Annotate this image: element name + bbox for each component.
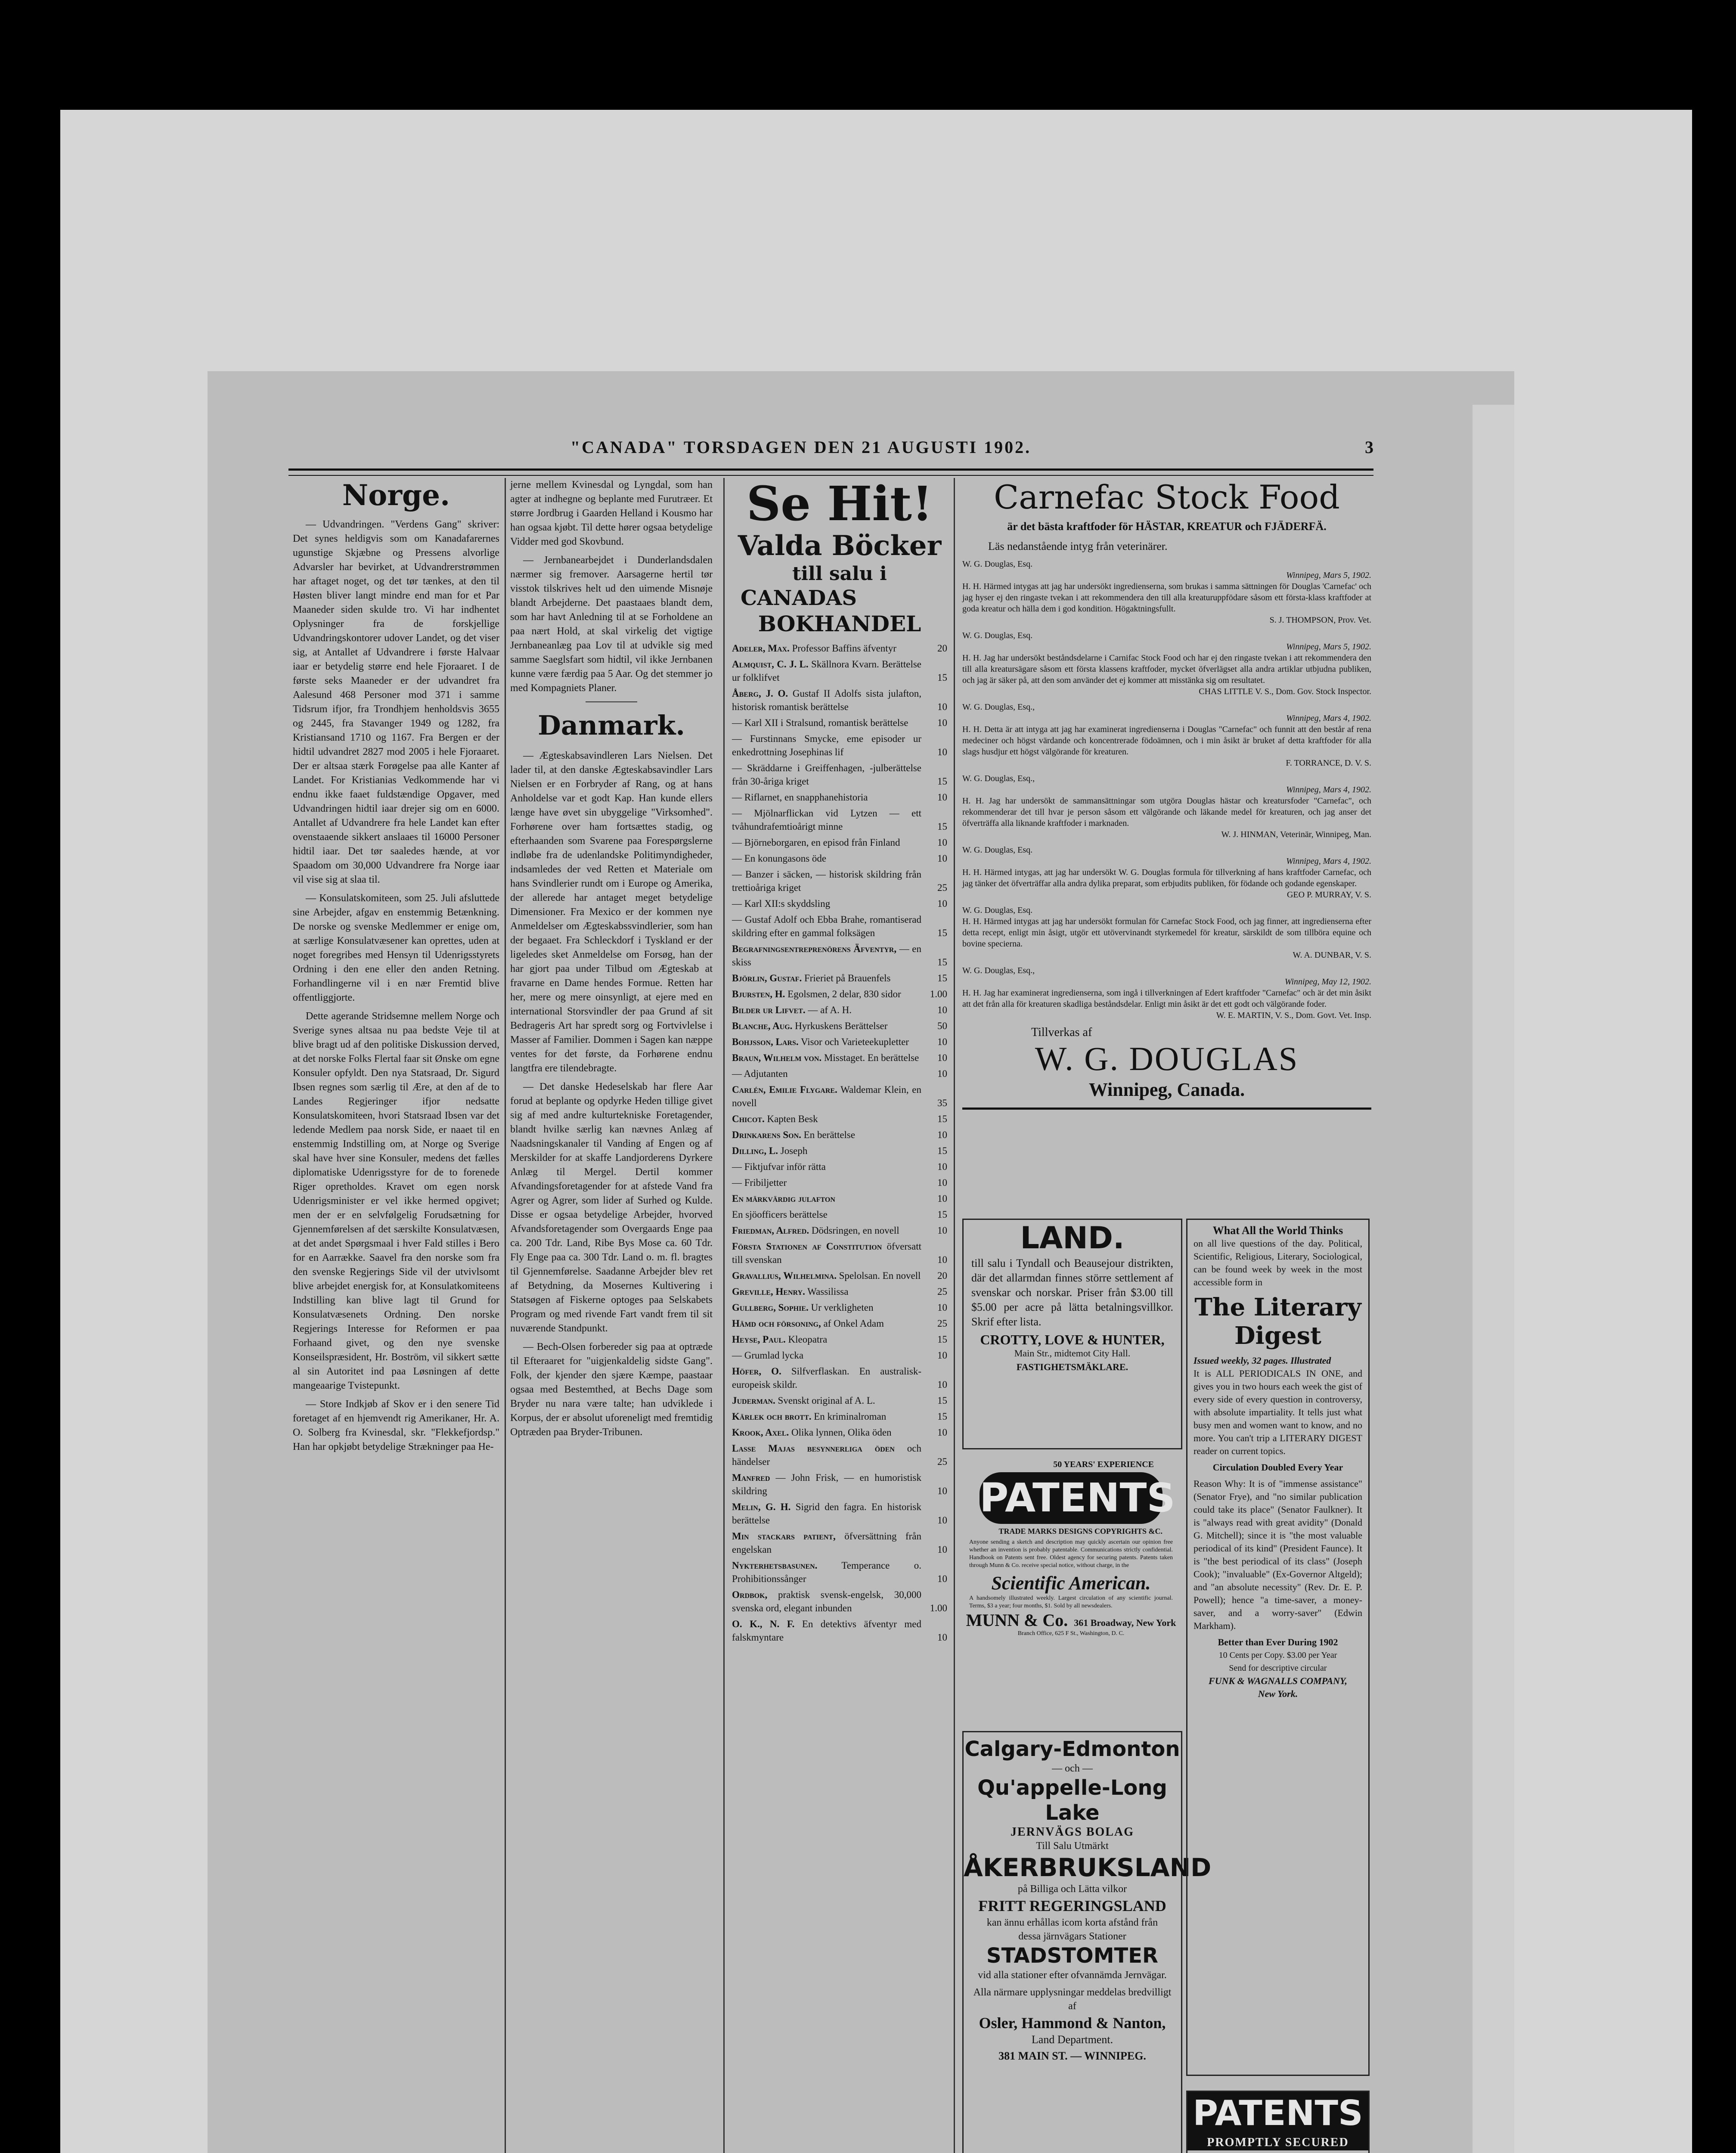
- rail-line8: FRITT REGERINGSLAND: [978, 1897, 1166, 1914]
- book-title: — Furstinnans Smycke, eme episoder ur enkedrottning Josephinas lif: [732, 733, 921, 757]
- testimonial-place: Winnipeg, Mars 4, 1902.: [1286, 785, 1371, 794]
- article-paragraph: jerne mellem Kvinesdal og Lyngdal, som han agter at indhegne og beplante med Furutræer. Et større Jordbrug i Gaarden Helland i Kousmo har han ogsaa kjøbt. Til dette hører ogsaa betydelige Vidder med god Skovbund.: [510, 479, 713, 547]
- book-entry: [732, 1112, 947, 1126]
- book-author: Björlin, Gustaf.: [732, 973, 802, 983]
- book-title: Dödsringen, en novell: [811, 1225, 899, 1236]
- testimonial-addressee: W. G. Douglas, Esq.: [962, 906, 1033, 915]
- testimonial-signature: GEO P. MURRAY, V. S.: [1286, 890, 1371, 900]
- book-author: En märkvärdig julafton: [732, 1193, 835, 1204]
- book-title: — af A. H.: [808, 1005, 852, 1015]
- book-price: 15: [937, 1411, 947, 1422]
- land-ad: [962, 1219, 1182, 1449]
- book-price: 25: [937, 1456, 947, 1467]
- article-paragraph: — Udvandringen. "Verdens Gang" skriver: Det synes heldigvis som om Kanadafarernes ugunstige Skjæbne og Pressens alvorlige Advarsler har bevirket, at Udvandrerstrømmen har aftaget noget, og det tør tænkes, at den til Høsten bliver langt mindre end man for et Par Maaneder siden skulde tro. Vi har indhentet Oplysninger fra de forskjellige Udvandringskontorer udover Landet, og det viser sig, at Antallet af Udvandrere i første Halvaar iaar er betydelig større end hele Fjoraaret. I de første seks Maaneder er der udvandret fra Aalesund 468 Personer mod 371 i samme Tidsrum ifjor, fra Trondhjem henholdsvis 3655 og 2445, fra Stavanger 1949 og 1282, fra Kristiansand 1710 og 1167. Fra Bergen er der hidtil udvandret 2827 mod 2005 i hele Fjoraaret. Der er altsaa stærk Forøgelse paa alle Kanter af Landet. For Kristianias Vedkommende har vi endnu ikke faaet fuldstændige Opgaver, med Udvandringen hidtil iaar drejer sig om en 6000. Antallet af Udvandrere fra hele Landet kan efter ovenstaaende sikkert anslaaes til 16000 Personer hidtil iaar. Det tør saaledes hænde, at vor Spaadom om 30,000 Udvandrere fra Norge iaar vil vise sig at slaa til.: [293, 519, 499, 885]
- book-title: — Fiktjufvar inför rätta: [732, 1161, 826, 1172]
- rail-line13: Osler, Hammond & Nanton,: [979, 2014, 1166, 2032]
- book-author: Bohjsson, Lars.: [732, 1036, 799, 1047]
- book-price: 10: [937, 1005, 947, 1015]
- book-entry: [732, 987, 947, 1001]
- book-author: Höfer, O.: [732, 1366, 781, 1377]
- book-entry: [732, 1192, 947, 1205]
- book-price: 20: [937, 643, 947, 654]
- book-entry: [732, 1559, 947, 1585]
- testimonial-body: H. H. Härmed intygas att jag har undersökt formulan för Carnefac Stock Food, och jag finner, att ingredienserna efter detta recept, enligt min åsigt, utgör ett utövervinandt styrkemedel för kreatur, särskildt de som tillböra equine och bovine specierna.: [962, 917, 1371, 949]
- book-title: Hyrkuskens Berättelser: [795, 1021, 888, 1031]
- section-divider: [586, 701, 637, 702]
- book-entry: [732, 716, 947, 729]
- heading-bokhandel: BOKHANDEL: [758, 611, 921, 636]
- book-title: af Onkel Adam: [823, 1318, 884, 1329]
- ad-title: Carnefac Stock Food: [994, 478, 1340, 516]
- book-title: En berättelse: [803, 1129, 856, 1140]
- article-paragraph: — Bech-Olsen forbereder sig paa at optræde til Efteraaret for "uigjenkaldelig sidste Gang". Folk, der kjender den sjære Kæmpe, paastaar ogsaa med Bestemthed, at Bechs Dage som Bryder nu nara være talte; han udviklede i Korpus, der er absolut uforeneligt med fremtidig Optræden paa Bryder-Tribunen.: [510, 1341, 713, 1438]
- heading-se-hit: Se Hit!: [746, 476, 933, 531]
- masthead: "CANADA" TORSDAGEN DEN 21 AUGUSTI 1902.: [570, 437, 1032, 457]
- patents2-subtitle: PROMPTLY SECURED: [1187, 2135, 1368, 2150]
- book-price: 10: [937, 1486, 947, 1496]
- digest-intro: on all live questions of the day. Political, Scientific, Religious, Literary, Sociological, can be found week by week in the most accessible form in: [1194, 1238, 1362, 1287]
- book-title: Silfverflaskan. En australisk-europeisk skildr.: [732, 1366, 922, 1390]
- digest-publisher: FUNK & WAGNALLS COMPANY,: [1209, 1675, 1347, 1686]
- digest-reason: Reason Why: It is of "immense assistance" (Senator Frye), and "no similar publication could take its place" (Senator Faulkner). It is "always read with great avidity" (Donald G. Mitchell); since it is "the most valuable periodical of its kind" (President Faunce). It is "the best periodical of its class" (Joseph Cook); "invaluable" (Ex-Governor Altgeld); and "an absolute necessity" (Rev. Dr. E. P. Powell); hence "a time-saver, a money-saver, and a worry-saver" (Edwin Markham).: [1194, 1478, 1362, 1631]
- book-title: Spelolsan. En novell: [839, 1270, 921, 1281]
- book-title: Skällnora Kvarn. Berättelse ur folklifvet: [732, 659, 921, 683]
- book-author: Nykterhetsbasunen.: [732, 1560, 818, 1571]
- book-entry: [732, 1426, 947, 1439]
- article-paragraph: — Ægteskabsavindleren Lars Nielsen. Det lader til, at den danske Ægteskabsavindler Lars Nielsen er en Forbryder af Rang, og at hans Anholdelse var et godt Kap. Han kunde ellers længe have øvet sin ubyggelige "Virksomhed". Forhørene over ham fortsættes stadig, og efterhaanden som Svarene paa Forespørgslerne indløbe fra de udenlandske Politimyndigheder, indsamledes der ved Retten et Materiale om hans Svindlerier rundt om i Europe og Amerika, der allerede har antaget meget betydelige Dimensioner. Fra Mexico er der kommen nye Anmeldelser om Ægteskabssvindlerier, som han der begaaet. Fra Schleckdorf i Tyskland er der ligeledes sket Anmeldelse om Forsøg, han der har gjort paa under Tilbud om Ægteskab at fravarne en Dame hendes Formue. Retten har her, mere og mere oinsynligt, at ejere med en international Storsvindler der paa Grund af sit Bedrageris Art har spredt sorg og Fortvivlelse i Masser af Familier. Dommen i Sagen kan næppe ventes for det første, da Forhørene endnu langtfra ere tilendebragte.: [510, 750, 713, 1074]
- book-price: 10: [937, 1161, 947, 1172]
- testimonial-place: Winnipeg, Mars 5, 1902.: [1286, 642, 1371, 651]
- book-price: 10: [937, 747, 947, 757]
- land-address: Main Str., midtemot City Hall.: [1014, 1348, 1131, 1359]
- section-heading-danmark: Danmark.: [538, 710, 685, 741]
- column-danmark: [510, 478, 713, 2153]
- book-title: Waldemar Klein, en novell: [732, 1084, 921, 1108]
- testimonial-signature: CHAS LITTLE V. S., Dom. Gov. Stock Inspector.: [1199, 687, 1371, 696]
- book-entry: [732, 1269, 947, 1282]
- rail-line3: Qu'appelle-Long Lake: [977, 1776, 1167, 1825]
- book-entry: [732, 642, 947, 655]
- article-paragraph: — Konsulatskomiteen, som 25. Juli afsluttede sine Arbejder, afgav en enstemmig Betænkning. De norske og svenske Medlemmer er enige om, at særlige Konsulatvæsener kan oprettes, uden at noget foregribes med Hensyn til Udenrigsstyrets Ordning i den ene eller den anden Retning. Forhandlingerne vil i en nær Fremtid blive offentliggjorte.: [293, 893, 499, 1003]
- ad-intro: Läs nedanstående intyg från veterinärer.: [988, 540, 1168, 552]
- book-price: 10: [937, 1515, 947, 1526]
- book-title: Egolsmen, 2 delar, 830 sidor: [787, 989, 901, 999]
- book-author: Första Stationen af Constitution: [732, 1241, 882, 1252]
- book-author: Hämd och försoning,: [732, 1318, 821, 1329]
- land-title: LAND.: [1020, 1220, 1125, 1256]
- book-entry: [732, 1529, 947, 1556]
- testimonial-body: H. H. Jag har undersökt de sammansättningar som utgöra Douglas hästar och kreatursfoder "Carnefac", och rekommenderar det till hvar je person såsom ett välgörande och läkande medel för kreaturen, och jag anser det öfverträffa alla liknande kraftfoder i marknaden.: [962, 796, 1371, 828]
- article-paragraph: — Jernbanearbejdet i Dunderlandsdalen nærmer sig fremover. Aarsagerne hertil tør visstok tilskrives helt ud den uimende Misnøje blandt Arbejderne. Det paastaaes blandt dem, som har havt Anledning til at se Forholdene an paa nært Hold, at skal virkelig det vigtige Jernbaneanlæg paa Lov til at udvikle sig med samme Saeglsfart som hidtil, vil ikke Jernbanen kunne være færdig paa 5 Aar. Og det stemmer jo med Kompagniets Planer.: [510, 555, 713, 694]
- book-entry: [732, 1365, 947, 1391]
- column-norge: [293, 478, 499, 2140]
- column-divider: [954, 478, 955, 2153]
- book-title: Ur verkligheten: [811, 1302, 874, 1313]
- heading-till-salu: till salu i: [792, 563, 887, 585]
- digest-head: What All the World Thinks: [1212, 1224, 1343, 1237]
- book-price: 10: [937, 1573, 947, 1584]
- rail-line12: Alla närmare upplysningar meddelas bredvilligt af: [973, 1987, 1172, 2012]
- book-entry: [732, 1208, 947, 1221]
- book-title: — Gustaf Adolf och Ebba Brahe, romantiserad skildring efter en gammal folksägen: [732, 914, 921, 938]
- book-title: — John Frisk, — en humoristisk skildring: [732, 1472, 922, 1496]
- book-author: Almquist, C. J. L.: [732, 659, 809, 670]
- book-author: Melin, G. H.: [732, 1502, 791, 1512]
- book-title: — Björneborgaren, en episod från Finland: [732, 837, 900, 848]
- company-name: W. G. DOUGLAS: [1035, 1040, 1299, 1077]
- book-title: Sigrid den fagra. En historisk berättelse: [732, 1502, 921, 1526]
- testimonial: [962, 844, 1371, 900]
- journal-name: Scientific American.: [991, 1573, 1151, 1594]
- section-heading-norge: Norge.: [342, 478, 450, 512]
- book-author: Krook, Axel.: [732, 1427, 789, 1438]
- testimonial-body: H. H. Härmed intygas, att jag har undersökt W. G. Douglas formula för tillverkning af hans kraftfoder Carnefac, och jag tänker det öfverträffar alla andra dylika preparat, som erbjudits publiken, för födande och godande egenskaper.: [962, 868, 1371, 888]
- rail-line5: Till Salu Utmärkt: [1036, 1840, 1109, 1852]
- book-price: 15: [937, 928, 947, 938]
- book-price: 15: [937, 821, 947, 832]
- book-author: Friedman, Alfred.: [732, 1225, 809, 1236]
- book-price: 25: [937, 1318, 947, 1329]
- book-entry: [732, 1317, 947, 1330]
- book-author: Lasse Majas besynnerliga öden: [732, 1443, 895, 1454]
- book-author: Bilder ur Lifvet.: [732, 1005, 806, 1015]
- book-title: — Skräddarne i Greiffenhagen, -julberättelse från 30-åriga kriget: [732, 763, 921, 787]
- testimonial-signature: W. E. MARTIN, V. S., Dom. Govt. Vet. Insp.: [1216, 1011, 1371, 1020]
- book-title: Gustaf II Adolfs sista julafton, historisk romantisk berättelse: [732, 688, 921, 712]
- heading-canadas: CANADAS: [741, 586, 857, 610]
- book-author: Adeler, Max.: [732, 643, 790, 654]
- testimonial-body: H. H. Jag har undersökt beståndsdelarne i Carnifac Stock Food och har ej den ringaste tvekan i att rekommendera den till alla kreatursägare såsom ett första klassens kraftfoder, mycket öfverlägset alla andra artiklar utbjudna publiken, och jag är säker på, att den som använder det ej kommer att misstänka sig om resultatet.: [962, 653, 1371, 685]
- book-entry: [732, 791, 947, 804]
- article-paragraph: — Store Indkjøb af Skov er i den senere Tid foretaget af en hjemvendt rig Amerikaner, Hr. A. O. Solberg fra Kvinesdal, skr. "Flekkefjordsp." Han har opkjøbt betydelige Strækninger paa He-: [293, 1399, 499, 1452]
- rail-line6: ÅKERBRUKSLAND: [964, 1853, 1212, 1882]
- book-author: Kärlek och brott.: [732, 1411, 812, 1422]
- book-price: 1.00: [930, 1603, 947, 1613]
- book-author: Dilling, L.: [732, 1145, 778, 1156]
- patents-banner: PATENTS: [980, 1472, 1162, 1524]
- book-author: Min stackars patient,: [732, 1531, 836, 1542]
- book-entry: [732, 1144, 947, 1157]
- book-entry: [732, 1128, 947, 1142]
- book-price: 15: [937, 1334, 947, 1345]
- book-entry: [732, 1224, 947, 1237]
- book-entry: [732, 761, 947, 788]
- book-author: O. K., N. F.: [732, 1619, 795, 1629]
- book-entry: [732, 807, 947, 833]
- book-price: 15: [937, 957, 947, 968]
- book-title: En kriminalroman: [814, 1411, 887, 1422]
- testimonial-place: Winnipeg, Mars 4, 1902.: [1286, 856, 1371, 866]
- experience-label: 50 YEARS' EXPERIENCE: [1053, 1460, 1154, 1469]
- book-entry: [732, 658, 947, 684]
- header-rule: [288, 468, 1373, 476]
- book-author: Bjursten, H.: [732, 989, 785, 999]
- book-title: — Grumlad lycka: [732, 1350, 804, 1361]
- book-title: öfversättning från engelskan: [732, 1531, 922, 1555]
- book-price: 10: [937, 1427, 947, 1438]
- land-firm: CROTTY, LOVE & HUNTER,: [980, 1332, 1165, 1347]
- testimonial: [962, 773, 1371, 840]
- digest-circular: Send for descriptive circular: [1229, 1663, 1327, 1673]
- book-title: — Fribiljetter: [732, 1177, 787, 1188]
- rail-line9: kan ännu erhållas icom korta afstånd från dessa järnvägars Stationer: [986, 1917, 1158, 1942]
- book-entry: [732, 1500, 947, 1527]
- book-title: Temperance o. Prohibitionssånger: [732, 1560, 921, 1584]
- book-entry: [732, 942, 947, 969]
- testimonial-signature: W. A. DUNBAR, V. S.: [1293, 950, 1371, 960]
- book-price: 20: [937, 1270, 947, 1281]
- book-title: En detektivs äfventyr med falskmyntare: [732, 1619, 922, 1643]
- book-title: Joseph: [780, 1145, 808, 1156]
- book-entry: [732, 1333, 947, 1346]
- book-author: Carlén, Emilie Flygare.: [732, 1084, 837, 1095]
- book-entry: [732, 1588, 947, 1615]
- book-entry: [732, 1410, 947, 1423]
- testimonial: [962, 965, 1371, 1021]
- page-number: 3: [1365, 437, 1373, 457]
- rail-line11: vid alla stationer efter ofvannämda Jernvägar.: [978, 1970, 1167, 1981]
- book-price: 35: [937, 1098, 947, 1108]
- book-title: — Banzer i säcken, — historisk skildring från trettioåriga kriget: [732, 869, 921, 893]
- book-entry: [732, 732, 947, 759]
- book-entry: [732, 1442, 947, 1468]
- book-price: 15: [937, 672, 947, 683]
- book-entry: [732, 687, 947, 714]
- book-entry: [732, 1035, 947, 1049]
- digest-title: The Literary Digest: [1194, 1293, 1361, 1350]
- book-entry: [732, 1285, 947, 1298]
- made-by-label: Tillverkas af: [1031, 1026, 1092, 1039]
- testimonial: [962, 558, 1371, 626]
- book-title: Frieriet på Brauenfels: [804, 973, 891, 983]
- ad-subtitle: är det bästa kraftfoder för HÄSTAR, KREATUR och FJÄDERFÄ.: [1007, 520, 1327, 533]
- book-entry: [732, 852, 947, 865]
- land-role: FASTIGHETSMÄKLARE.: [1016, 1362, 1128, 1372]
- book-entry: [732, 1471, 947, 1498]
- book-price: 10: [937, 1254, 947, 1265]
- book-price: 10: [937, 837, 947, 848]
- rail-line1: Calgary-Edmonton: [964, 1737, 1180, 1761]
- book-entry: [732, 1019, 947, 1033]
- testimonial-addressee: W. G. Douglas, Esq.: [962, 559, 1033, 569]
- book-price: 10: [937, 1193, 947, 1204]
- branch-office: Branch Office, 625 F St., Washington, D. C.: [1017, 1630, 1125, 1637]
- rail-line14: Land Department.: [1031, 2033, 1113, 2046]
- digest-circulation: Circulation Doubled Every Year: [1212, 1462, 1343, 1473]
- book-entry: [732, 1003, 947, 1017]
- heading-valda-bocker: Valda Böcker: [738, 530, 942, 562]
- book-title: En sjöofficers berättelse: [732, 1209, 828, 1220]
- land-body: till salu i Tyndall och Beausejour distrikten, där det allarmdan finnes större settlement af svenskar och norskar. Priser från $3.00 till $5.00 per acre på lätta betalningsvillkor. Skrif efter lista.: [971, 1257, 1173, 1328]
- digest-price: 10 Cents per Copy. $3.00 per Year: [1218, 1650, 1337, 1660]
- book-price: 10: [937, 1177, 947, 1188]
- scientific-american-patents-ad: [962, 1460, 1180, 1718]
- testimonial-body: H. H. Jag har examinerat ingredienserna, som ingå i tillverkningen af Edert kraftfoder "Carnefac" och är det min åsikt att det från alla för kreaturen skadliga beståndsdelar. Enligt min åsikt är det ett godt och välgörande foder.: [962, 988, 1371, 1009]
- book-entry: [732, 1176, 947, 1189]
- column-divider: [505, 478, 506, 2153]
- article-paragraph: — Det danske Hedeselskab har flere Aar forud at beplante og opdyrke Heden tillige givet sig af med andre kulturtekniske Foretagender, blandt hvilke særlig kan nævnes Anlæg af Naadsningskanaler til Vanding af Engen og af Merskilder for at skaffe Landjorderens Dyrkere Anlæg til Mergel. Dertil kommer Afvandingsforetagender for at afstede Vand fra Agrer og Agrer, som lider af Surhed og Kulde. Disse er ogsaa betydelige Arbejder, hvorved Afvandsforetagender som Overgaards Enge paa ca. 200 Tdr. Land, Ribe Bys Mose ca. 60 Tdr. Fly Enge paa ca. 300 Tdr. Land o. m. fl. bragtes til Gjennemførelse. Saadanne Arbejder blev ret af Betydning, da Mosernes Kultivering i Statsøgen af Fiskerne optoges paa Selskabets Program og med rivende Fart vandt frem til sit nuværende Standpunkt.: [510, 1081, 713, 1334]
- book-author: Chicot.: [732, 1114, 765, 1124]
- digest-better: Better than Ever During 1902: [1218, 1637, 1338, 1647]
- patents2-title: PATENTS: [1187, 2092, 1368, 2135]
- book-entry: [732, 836, 947, 849]
- book-author: Manfred: [732, 1472, 770, 1483]
- book-title: Kleopatra: [788, 1334, 828, 1345]
- literary-digest-ad: [1186, 1219, 1370, 2076]
- book-title: — Mjölnarflickan vid Lytzen — ett tvåhundrafemtioårigt minne: [732, 808, 921, 832]
- book-title: — Karl XII i Stralsund, romantisk berättelse: [732, 717, 908, 728]
- trademark-label: TRADE MARKS DESIGNS COPYRIGHTS &C.: [998, 1527, 1162, 1536]
- book-price: 10: [937, 1379, 947, 1390]
- testimonial-addressee: W. G. Douglas, Esq.,: [962, 702, 1035, 712]
- book-price: 10: [937, 1036, 947, 1047]
- testimonial-place: Winnipeg, May 12, 1902.: [1284, 977, 1371, 987]
- book-price: 10: [937, 1350, 947, 1361]
- book-price: 15: [937, 973, 947, 983]
- testimonial-list: [962, 558, 1371, 1021]
- book-title: Svenskt original af A. L.: [778, 1395, 875, 1406]
- book-author: Begrafningsentreprenörens Äfventyr,: [732, 943, 897, 954]
- testimonial-body: H. H. Detta är att intyga att jag har examinerat ingredienserna i Douglas "Carnefac" och funnit att den består af rena medeciner och högst värdande och koncentrerade födoämnen, och i min åsikt är bruket af detta kraftfoder för alla slags husdjur ett högst välgörande för kreaturen.: [962, 725, 1371, 757]
- book-entry: [732, 1083, 947, 1110]
- book-author: Ordbok,: [732, 1589, 768, 1600]
- page-edge-right: [1472, 405, 1514, 2153]
- book-price: 15: [937, 1114, 947, 1124]
- column-carnefac-ad: [962, 478, 1371, 1184]
- book-price: 1.00: [930, 989, 947, 999]
- book-title: — Karl XII:s skyddsling: [732, 898, 831, 909]
- book-entry: [732, 1301, 947, 1314]
- book-author: Gravallius, Wilhelmina.: [732, 1270, 837, 1281]
- book-price: 10: [937, 1052, 947, 1063]
- digest-body: It is ALL PERIODICALS IN ONE, and gives you in two hours each week the gist of every side of every question in controversy, with absolute impartiality. It tells just what busy men and women want to know, and no more. You can't trip a LITERARY DIGEST reader on current topics.: [1194, 1368, 1362, 1456]
- book-price: 25: [937, 1286, 947, 1297]
- book-list: [732, 642, 947, 1644]
- testimonial: [962, 630, 1371, 697]
- rail-line2: — och —: [1052, 1763, 1093, 1774]
- testimonial-place: Winnipeg, Mars 4, 1902.: [1286, 714, 1371, 723]
- testimonial-signature: S. J. THOMPSON, Prov. Vet.: [1269, 615, 1371, 625]
- testimonial: [962, 905, 1371, 961]
- rail-line4: JERNVÄGS BOLAG: [1010, 1825, 1135, 1839]
- book-price: 10: [937, 1129, 947, 1140]
- testimonial-addressee: W. G. Douglas, Esq.: [962, 631, 1033, 640]
- book-entry: [732, 1349, 947, 1362]
- rail-line10: STADSTOMTER: [986, 1944, 1158, 1968]
- book-entry: [732, 1240, 947, 1266]
- book-price: 15: [937, 1145, 947, 1156]
- book-entry: [732, 971, 947, 985]
- rail-line15: 381 MAIN ST. — WINNIPEG.: [998, 2050, 1146, 2062]
- book-title: Kapten Besk: [767, 1114, 818, 1124]
- book-price: 10: [937, 1068, 947, 1079]
- book-entry: [732, 913, 947, 940]
- railway-land-ad: [962, 1731, 1212, 2153]
- book-price: 10: [937, 1302, 947, 1313]
- book-title: — en skiss: [732, 943, 921, 968]
- rail-line7: på Billiga och Lätta vilkor: [1017, 1883, 1127, 1895]
- column-bookstore: [732, 478, 947, 2153]
- munn-line: [962, 1610, 1180, 1630]
- column-divider: [723, 478, 725, 2153]
- digest-issued: Issued weekly, 32 pages. Illustrated: [1194, 1355, 1331, 1366]
- book-author: Gullberg, Sophie.: [732, 1302, 809, 1313]
- book-price: 10: [937, 898, 947, 909]
- ad-bottom-rule: [962, 1108, 1371, 1110]
- testimonial-signature: W. J. HINMAN, Veterinär, Winnipeg, Man.: [1221, 830, 1371, 839]
- book-price: 10: [937, 1225, 947, 1236]
- article-paragraph: Dette agerande Stridsemne mellem Norge och Sverige synes altsaa nu paa bedste Veje til at blive bragt ud af den politiske Diskussion derved, at det norske Folks Flertal faar sit Ønske om egne Konsuler opfyldt. Den nya Statsraad, Dr. Sigurd Ibsen regnes som særlig til Ære, at den af de to Landes Regjeringer ifjor nedsatte Konsulatskomiteen, hvori Statsraad Ibsen var det ledende Medlem paa norsk Side, er naaet til en enstemmig Indstilling om, at Norge og Sverige skal have hver sine Konsuler, medens det fælles diplomatiske Udenrigsstyre for de to forenede Riger opretholdes. Kravet om egen norsk Udenrigsminister er vel ikke hermed opgivet; men der er en selvfølgelig Forudsætning for Gjennemførelsen af det særskilte Konsulatvæsen, at det andet Spørgsmaal i hver Fald stilles i Bero for en Aarrække. Saavel fra den norske som fra den svenske Regjerings Side vil der utvivlsomt blive arbejdet energisk for, at Konsulatkomiteens Indstilling kan blive lagt til Grund for Konsulatvæsenets Ordning. Den norske Regjerings Interesse for Reformen er paa Forhaand givet, og den nye svenske Konseilspræsident, Hr. Boström, vil sikkert sætte al sin Autoritet ind paa Løsningen af dette mangeaarige Tvistepunkt.: [293, 1011, 499, 1391]
- book-price: 15: [937, 1209, 947, 1220]
- testimonial: [962, 701, 1371, 769]
- company-city: Winnipeg, Canada.: [1088, 1079, 1245, 1100]
- book-author: Braun, Wilhelm von.: [732, 1052, 822, 1063]
- journal-body: A handsomely illustrated weekly. Largest circulation of any scientific journal. Terms, $3 a year; four months, $1. Sold by all newsdealers.: [969, 1595, 1173, 1609]
- book-entry: [732, 1067, 947, 1080]
- book-title: Visor och Varieteekupletter: [800, 1036, 909, 1047]
- book-price: 50: [937, 1021, 947, 1031]
- book-title: Professor Baffins äfventyr: [792, 643, 896, 654]
- book-title: — Riflarnet, en snapphanehistoria: [732, 792, 868, 803]
- book-author: Åberg, J. O.: [732, 688, 788, 699]
- testimonial-addressee: W. G. Douglas, Esq.: [962, 845, 1033, 855]
- book-price: 25: [937, 882, 947, 893]
- book-price: 10: [937, 853, 947, 864]
- book-title: Wassilissa: [807, 1286, 849, 1297]
- book-title: — En konungasons öde: [732, 853, 827, 864]
- firm-name: MUNN & Co.: [966, 1610, 1068, 1630]
- book-price: 15: [937, 776, 947, 787]
- book-title: Olika lynnen, Olika öden: [791, 1427, 892, 1438]
- book-title: — Adjutanten: [732, 1068, 788, 1079]
- testimonial-addressee: W. G. Douglas, Esq.,: [962, 966, 1035, 975]
- book-price: 10: [937, 1632, 947, 1643]
- digest-pub-city: New York.: [1258, 1688, 1298, 1699]
- firm-address: 361 Broadway, New York: [1074, 1617, 1176, 1628]
- book-price: 10: [937, 717, 947, 728]
- book-entry: [732, 1051, 947, 1064]
- book-title: praktisk svensk-engelsk, 30,000 svenska ord, elegant inbunden: [732, 1589, 921, 1613]
- book-author: Blanche, Aug.: [732, 1021, 793, 1031]
- patents-body: Anyone sending a sketch and description may quickly ascertain our opinion free whether an invention is probably patentable. Communications strictly confidential. Handbook on Patents sent free. Oldest agency for securing patents. Patents taken through Munn & Co. receive special notice, without charge, in the: [969, 1539, 1173, 1569]
- marion-patents-ad: [1186, 2091, 1370, 2153]
- testimonial-body: H. H. Härmed intygas att jag har undersökt ingredienserna, som brukas i samma sättningen för Douglas 'Carnefac' och jag hyser ej den ringaste tvekan i att rekommendera den till alla kreaturuppfödare såsom ett första-klass kraftfoder at goda kreatur och hälla dem i god kondition. Högaktningsfullt.: [962, 582, 1371, 614]
- book-title: och händelser: [732, 1443, 921, 1467]
- book-entry: [732, 1617, 947, 1644]
- book-title: Misstaget. En berättelse: [824, 1052, 919, 1063]
- book-author: Heyse, Paul.: [732, 1334, 786, 1345]
- testimonial-signature: F. TORRANCE, D. V. S.: [1286, 758, 1371, 768]
- book-author: Drinkarens Son.: [732, 1129, 801, 1140]
- book-price: 15: [937, 1395, 947, 1406]
- book-entry: [732, 1160, 947, 1173]
- testimonial-place: Winnipeg, Mars 5, 1902.: [1286, 571, 1371, 580]
- book-author: Juderman.: [732, 1395, 775, 1406]
- book-price: 10: [937, 701, 947, 712]
- book-entry: [732, 868, 947, 894]
- book-price: 10: [937, 1544, 947, 1555]
- book-price: 10: [937, 792, 947, 803]
- book-author: Greville, Henry.: [732, 1286, 805, 1297]
- testimonial-addressee: W. G. Douglas, Esq.,: [962, 774, 1035, 783]
- page-header: [288, 437, 1373, 463]
- book-entry: [732, 897, 947, 910]
- book-title: öfversatt till svenskan: [732, 1241, 921, 1265]
- book-entry: [732, 1394, 947, 1407]
